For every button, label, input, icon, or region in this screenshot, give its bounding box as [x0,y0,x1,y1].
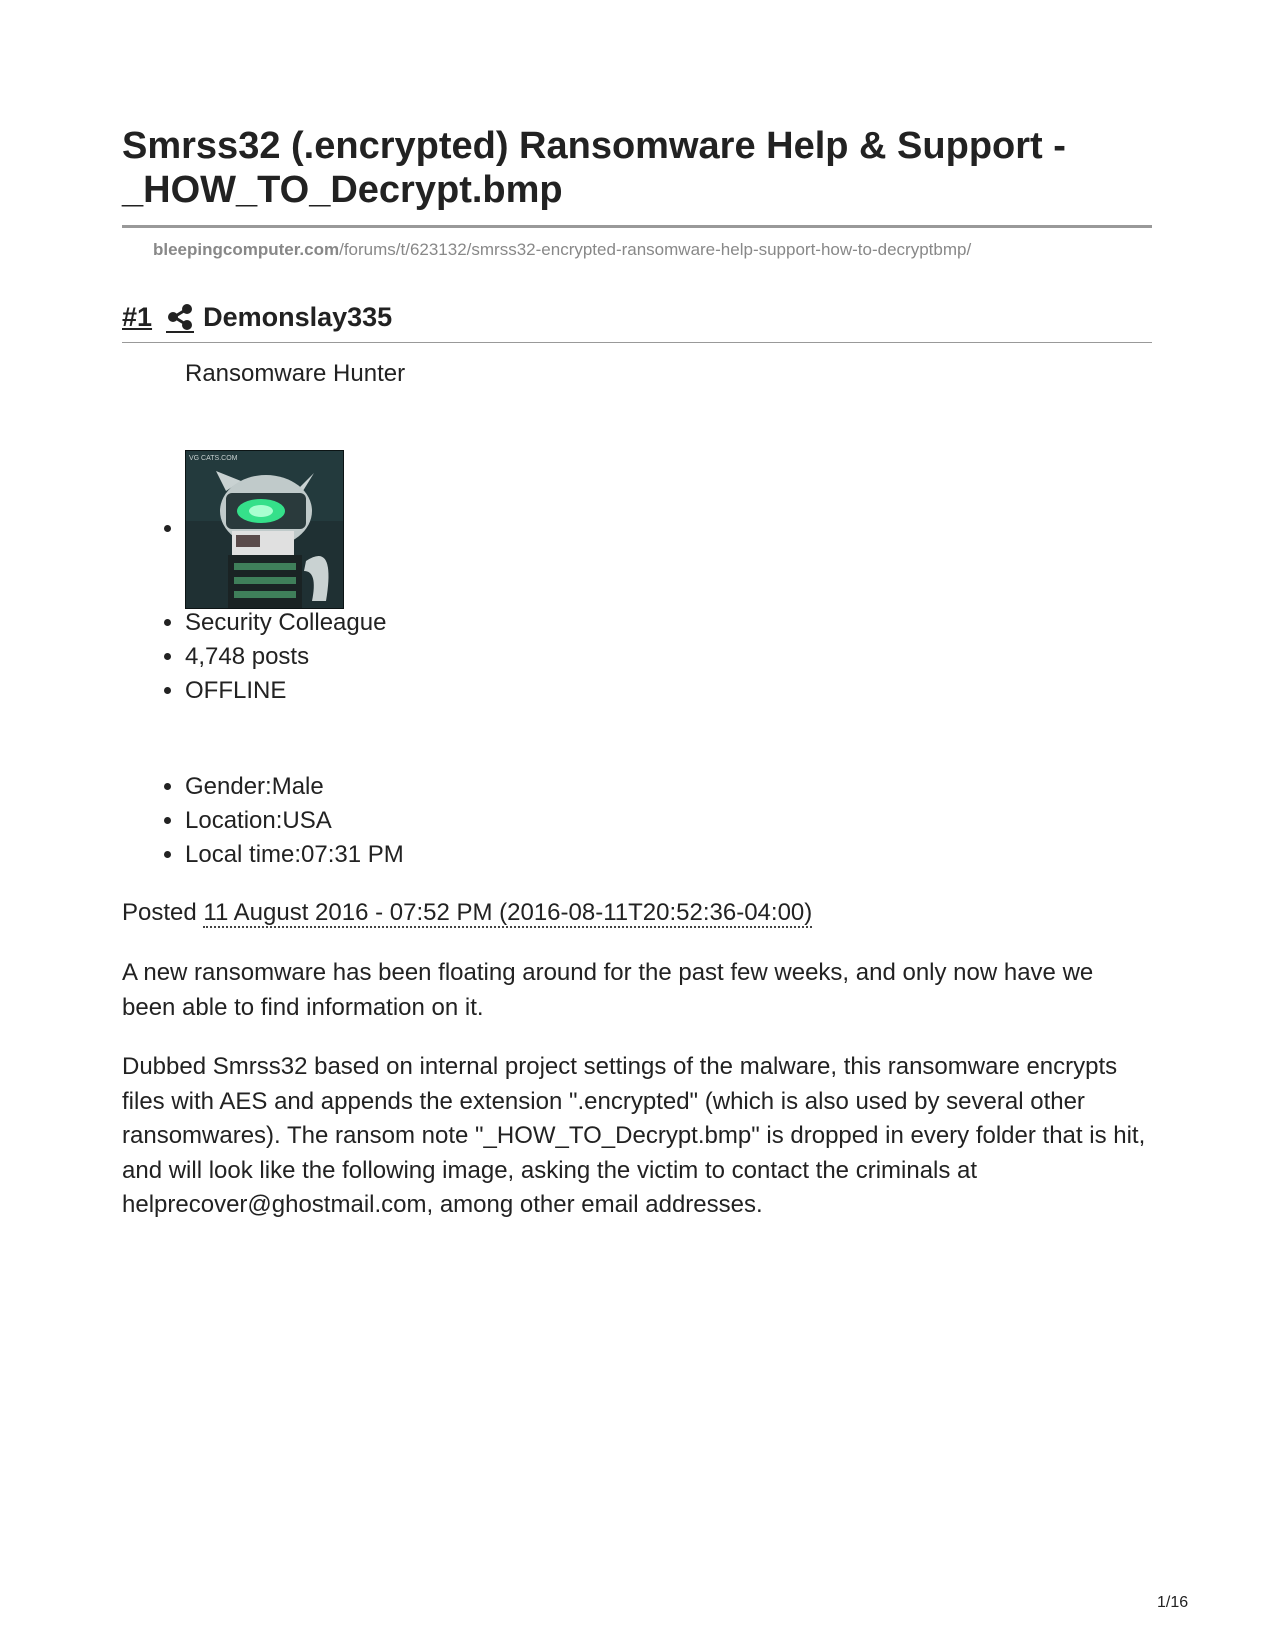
header-divider [122,342,1152,343]
author-rank: Ransomware Hunter [185,360,406,387]
gender-field: • Gender:Male [185,770,404,804]
page-title: Smrss32 (.encrypted) Ransomware Help & Support - _HOW_TO_Decrypt.bmp [122,125,1066,211]
posted-line [122,898,812,928]
avatar [185,450,344,609]
source-url[interactable] [153,240,971,260]
member-stats [140,606,386,708]
share-icon[interactable] [166,303,194,333]
posted-label: Posted [122,899,197,926]
post-paragraph: A new ransomware has been floating around for the past few weeks, and only now have we been able to find information on it. [122,959,1094,1021]
url-domain[interactable]: bleepingcomputer.com [153,240,340,259]
member-info [140,770,404,872]
posted-date: 11 August 2016 - 07:52 PM (2016-08-11T20:52:36-04:00) [203,899,813,926]
post-number-link[interactable]: #1 [122,302,153,332]
location-field: • Location:USA [185,804,404,838]
post-header [122,300,392,334]
title-divider [122,225,1152,228]
url-path[interactable]: /forums/t/623132/smrss32-encrypted-ransomware-help-support-how-to-decryptbmp/ [339,240,972,259]
post-paragraph: Dubbed Smrss32 based on internal project settings of the malware, this ransomware encrypts files with AES and appends the extension ".encrypted" (which is also used by several other ransomwares). The ransom note "_HOW_TO_Decrypt.bmp" is dropped in every folder that is hit, and will look like the following image, asking the victim to contact the criminals at helprecover@ghostmail.com, among other email addresses. [122,1053,1146,1218]
local-time-field: • Local time:07:31 PM [185,838,404,872]
avatar-list [140,450,344,607]
post-author[interactable]: Demonslay335 [203,302,393,332]
avatar-item [185,450,344,607]
avatar-watermark: • VG CATS.COM [189,455,238,462]
page-number: 1/16 [1157,1594,1189,1611]
online-status: • OFFLINE [185,674,386,708]
member-group: • Security Colleague [185,606,386,640]
post-count: • 4,748 posts [185,640,386,674]
